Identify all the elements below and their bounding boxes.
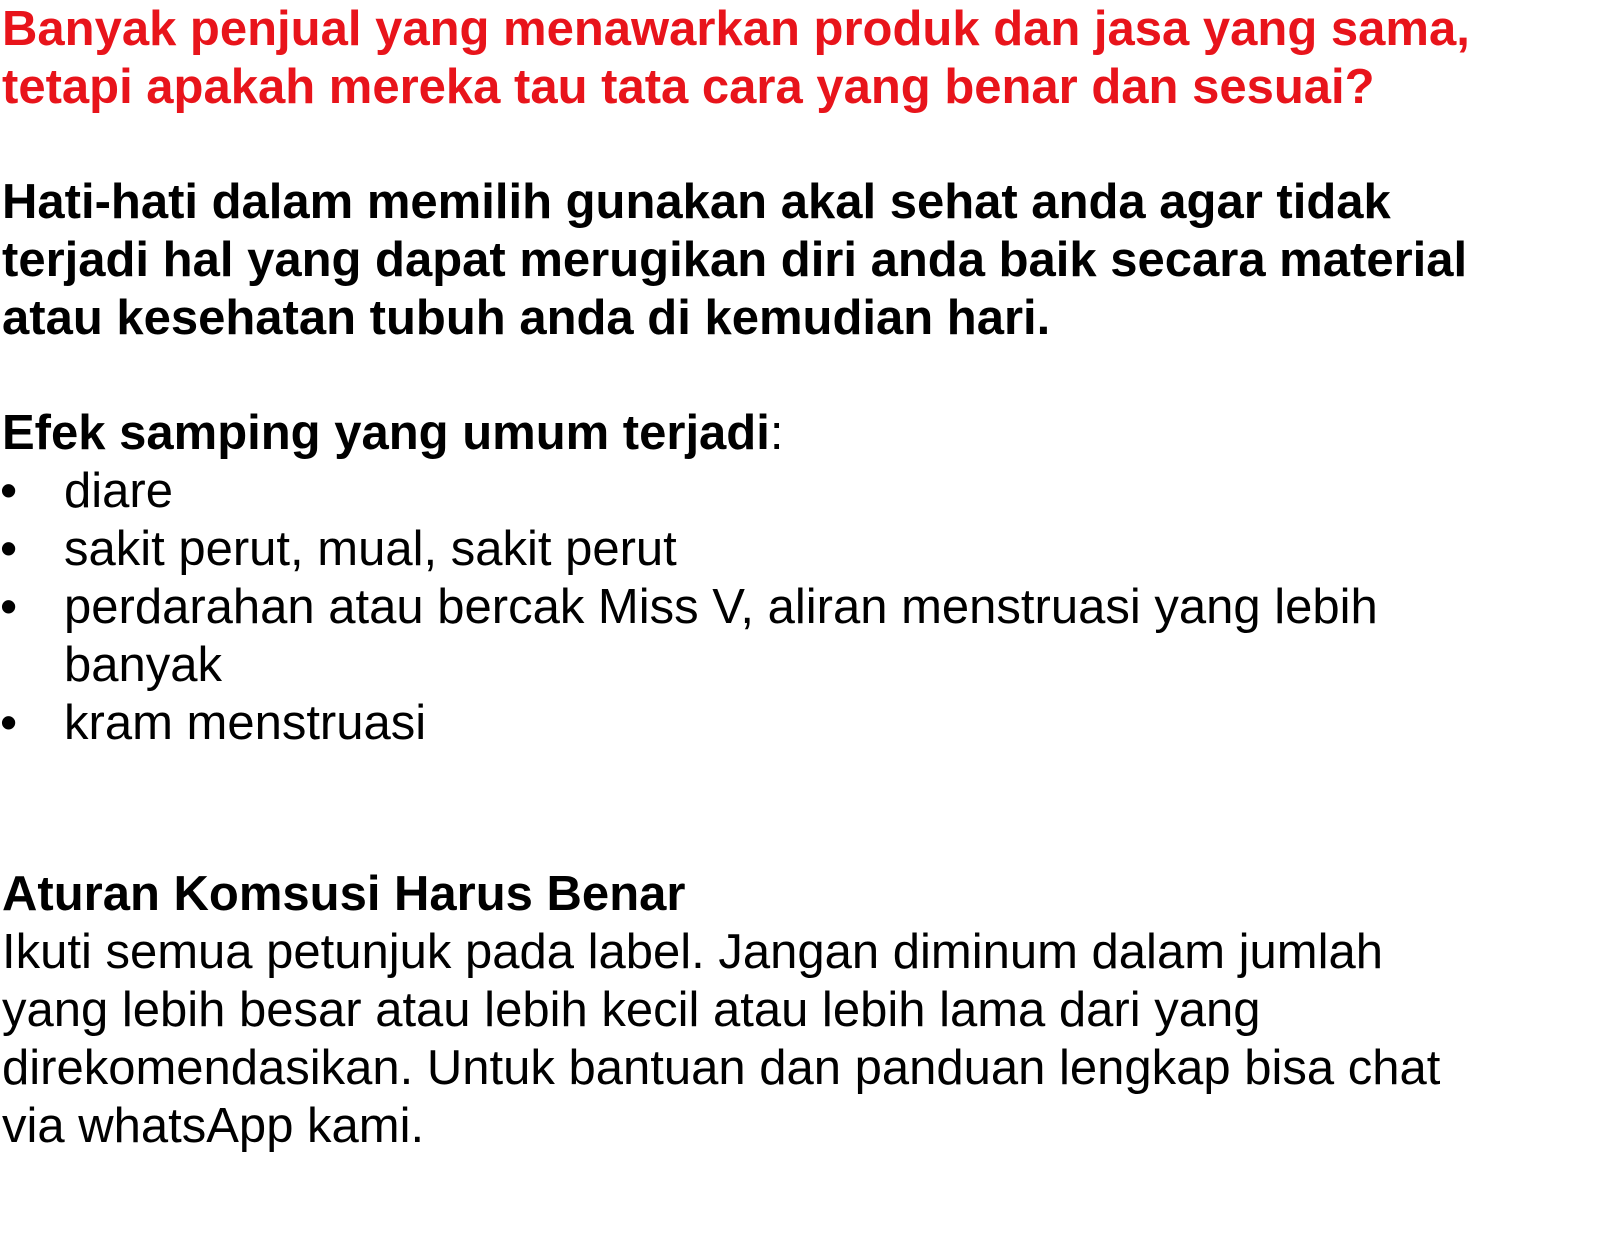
rules-line-1: Ikuti semua petunjuk pada label. Jangan diminum dalam jumlah bbox=[2, 925, 1383, 979]
bullet-icon: • bbox=[0, 580, 18, 634]
caution-line-1: Hati-hati dalam memilih gunakan akal sehat anda agar tidak bbox=[2, 175, 1391, 229]
warning-paragraph bbox=[2, 0, 1470, 116]
side-effects-heading-text: Efek samping yang umum terjadi bbox=[2, 406, 770, 460]
rules-line-3: direkomendasikan. Untuk bantuan dan panduan lengkap bisa chat bbox=[2, 1041, 1441, 1095]
list-item bbox=[0, 578, 1378, 694]
bullet-icon: • bbox=[0, 464, 18, 518]
list-item bbox=[0, 520, 1378, 578]
side-effects-heading-colon: : bbox=[769, 406, 784, 460]
list-item-line: kram menstruasi bbox=[64, 696, 427, 750]
list-item bbox=[0, 694, 1378, 752]
rules-paragraph bbox=[2, 923, 1440, 1155]
warning-line-2: tetapi apakah mereka tau tata cara yang benar dan sesuai? bbox=[2, 60, 1375, 114]
caution-paragraph bbox=[2, 173, 1467, 347]
caution-line-3: atau kesehatan tubuh anda di kemudian hari. bbox=[2, 291, 1051, 345]
list-item-line: banyak bbox=[64, 638, 223, 692]
side-effects-list bbox=[0, 462, 1378, 752]
rules-line-2: yang lebih besar atau lebih kecil atau lebih lama dari yang bbox=[2, 983, 1261, 1037]
bullet-icon: • bbox=[0, 696, 18, 750]
bullet-icon: • bbox=[0, 522, 18, 576]
side-effects-heading bbox=[2, 404, 783, 462]
list-item-line: perdarahan atau bercak Miss V, aliran menstruasi yang lebih bbox=[64, 580, 1378, 634]
list-item bbox=[0, 462, 1378, 520]
rules-line-4: via whatsApp kami. bbox=[2, 1099, 425, 1153]
list-item-line: sakit perut, mual, sakit perut bbox=[64, 522, 677, 576]
list-item-line: diare bbox=[64, 464, 173, 518]
caution-line-2: terjadi hal yang dapat merugikan diri anda baik secara material bbox=[2, 233, 1468, 287]
warning-line-1: Banyak penjual yang menawarkan produk dan jasa yang sama, bbox=[2, 2, 1470, 56]
rules-heading: Aturan Komsusi Harus Benar bbox=[2, 867, 686, 921]
